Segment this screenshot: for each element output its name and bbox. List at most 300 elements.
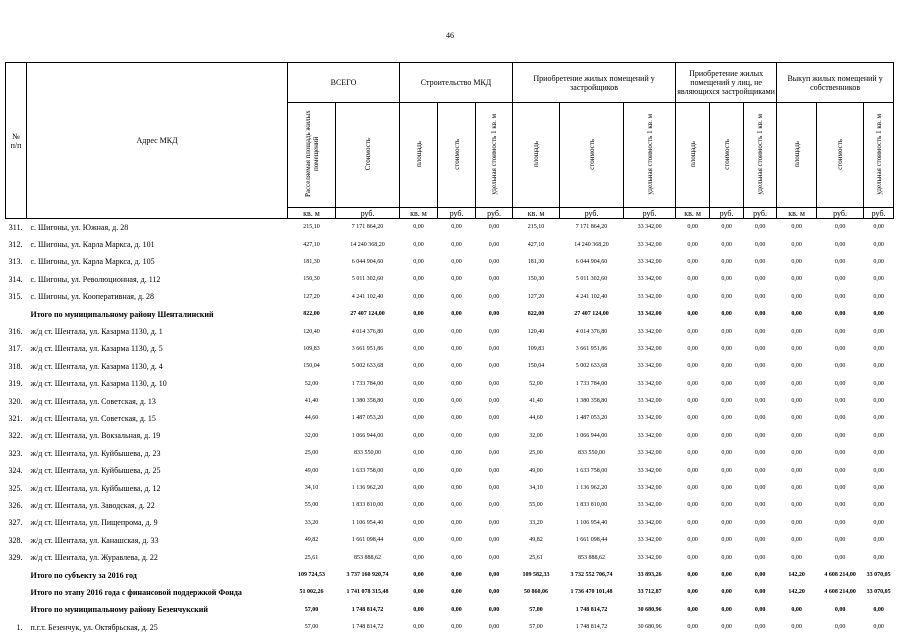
value-cell: 0,00 [873,311,884,318]
value-cell: 0,00 [791,224,802,231]
value-cell: 57,00 [529,606,543,613]
value-cell: 0,00 [754,224,766,231]
value-cell: 33 342,00 [637,554,662,561]
value-cell: 0,00 [873,624,884,631]
value-cell: 0,00 [413,276,424,283]
value-cell: 0,00 [413,241,424,248]
value-cell: 0,00 [451,258,462,265]
value-cell: 0,00 [488,624,500,631]
value-cell: 0,00 [488,572,500,578]
unit-cell: руб. [817,208,864,219]
value-cell: 0,00 [754,328,766,335]
value-cell: 6 044 904,60 [575,258,608,265]
value-cell: 49,00 [304,467,319,474]
value-cell: 3 661 951,86 [575,345,608,352]
value-cell: 1 136 962,20 [351,485,384,492]
value-cell: 0,00 [721,241,732,248]
value-cell: 1 736 470 101,48 [570,589,613,596]
value-cell: 150,04 [527,363,545,370]
address-cell: с. Шигоны, ул. Карла Маркса, д. 105 [30,257,155,267]
value-cell: 1 833 810,00 [351,502,384,509]
value-cell: 33 342,00 [637,519,662,526]
value-cell: 0,00 [721,311,732,318]
address-cell: ж/д ст. Шентала, ул. Пищепрома, д. 9 [30,518,158,528]
value-cell: 0,00 [687,293,698,300]
value-cell: 0,00 [754,467,766,474]
value-cell: 0,00 [451,363,462,370]
value-cell: 853 888,62 [354,554,381,561]
value-cell: 0,00 [488,380,500,387]
header-cost: стоимость [710,103,744,208]
value-cell: 1 748 814,72 [351,606,384,613]
header-group-total: ВСЕГО [288,63,400,103]
table-body [6,219,894,636]
value-cell: 33 712,87 [637,589,662,596]
value-cell: 33 342,00 [637,398,662,405]
value-cell: 120,40 [303,328,320,335]
value-cell: 0,00 [413,345,424,352]
value-cell: 0,00 [791,363,802,370]
value-cell: 33 342,00 [637,328,662,335]
value-cell: 120,40 [527,328,545,335]
value-cell: 0,00 [754,624,766,631]
row-number: 311. [8,222,23,232]
unit-cell: руб. [438,208,476,219]
value-cell: 0,00 [873,606,884,613]
value-cell: 1 066 944,00 [575,432,608,439]
value-cell: 0,00 [721,519,732,526]
row-number [6,584,27,601]
value-cell: 0,00 [721,572,732,578]
unit-cell: руб. [710,208,744,219]
value-cell: 25,61 [304,554,319,561]
value-cell: 0,00 [488,432,500,439]
value-cell: 0,00 [413,380,424,387]
row-number: 326. [8,500,23,510]
value-cell: 52,00 [529,380,543,387]
value-cell: 0,00 [873,293,884,300]
value-cell: 0,00 [873,380,884,387]
value-cell: 1 633 758,00 [351,467,384,474]
value-cell: 0,00 [834,258,846,265]
value-cell: 30 680,96 [637,624,662,631]
value-cell: 0,00 [413,293,424,300]
value-cell: 0,00 [687,380,698,387]
value-cell: 0,00 [834,345,846,352]
value-cell: 0,00 [873,398,884,405]
value-cell: 0,00 [834,311,846,318]
address-cell: ж/д ст. Шентала, ул. Казарма 1130, д. 10 [30,379,167,389]
value-cell: 57,00 [304,624,319,631]
value-cell: 3 732 552 706,74 [570,572,613,578]
value-cell: 0,00 [754,572,766,578]
value-cell: 0,00 [488,363,500,370]
value-cell: 5 011 302,60 [575,276,608,283]
value-cell: 0,00 [488,606,500,613]
value-cell: 0,00 [754,276,766,283]
value-cell: 142,20 [788,572,805,578]
value-cell: 0,00 [451,293,462,300]
value-cell: 833 550,00 [354,450,381,457]
row-number: 323. [8,448,23,458]
unit-cell: кв. м [777,208,817,219]
row-number: 322. [8,431,23,441]
header-unit-cost: удельная стоимость 1 кв. м [624,103,676,208]
table-row [6,323,894,340]
value-cell: 33 342,00 [637,224,662,231]
value-cell: 0,00 [451,328,462,335]
row-number: 318. [8,361,23,371]
value-cell: 0,00 [873,467,884,474]
value-cell: 0,00 [687,624,698,631]
value-cell: 0,00 [687,345,698,352]
row-number: 321. [8,413,23,423]
value-cell: 0,00 [754,241,766,248]
value-cell: 0,00 [791,624,802,631]
value-cell: 0,00 [873,363,884,370]
value-cell: 0,00 [834,519,846,526]
row-number [6,566,27,583]
unit-cell: кв. м [676,208,710,219]
value-cell: 0,00 [721,224,732,231]
header-group-purchase-nondev: Приобретение жилых помещений у лиц, не являющихся застройщиками [676,63,777,103]
header-cost: Стоимость [336,103,400,208]
value-cell: 0,00 [791,485,802,492]
value-cell: 1 487 053,20 [351,415,384,422]
value-cell: 0,00 [488,450,500,457]
address-cell: ж/д ст. Шентала, ул. Казарма 1130, д. 4 [30,361,163,371]
value-cell: 0,00 [451,502,462,509]
address-cell: ж/д ст. Шентала, ул. Заводская, д. 22 [30,500,155,510]
value-cell: 25,00 [529,450,543,457]
value-cell: 1 633 758,00 [575,467,608,474]
table-row [6,462,894,479]
value-cell: 0,00 [488,554,500,561]
row-number: 328. [8,535,23,545]
value-cell: 33 342,00 [637,311,662,318]
value-cell: 55,00 [304,502,319,509]
value-cell: 0,00 [721,328,732,335]
value-cell: 109,83 [303,345,320,352]
address-cell: ж/д ст. Шентала, ул. Журавлева, д. 22 [30,553,158,563]
value-cell: 44,60 [529,415,543,422]
row-number: 315. [8,292,23,302]
value-cell: 33 342,00 [637,502,662,509]
header-area: площадь [513,103,560,208]
value-cell: 4 608 214,00 [824,589,856,596]
value-cell: 0,00 [791,258,802,265]
value-cell: 0,00 [413,519,424,526]
value-cell: 109 582,33 [522,572,550,578]
value-cell: 0,00 [687,432,698,439]
value-cell: 0,00 [754,345,766,352]
value-cell: 0,00 [687,485,698,492]
value-cell: 0,00 [791,293,802,300]
header-group-purchase-dev: Приобретение жилых помещений у застройщиков [513,63,676,103]
value-cell: 0,00 [413,537,424,544]
value-cell: 34,10 [304,485,319,492]
address-cell: ж/д ст. Шентала, ул. Куйбышева, д. 23 [30,448,161,458]
value-cell: 1 661 098,44 [351,537,384,544]
value-cell: 0,00 [754,554,766,561]
value-cell: 0,00 [488,258,500,265]
value-cell: 0,00 [721,485,732,492]
value-cell: 0,00 [754,258,766,265]
value-cell: 0,00 [687,276,698,283]
table-row [6,514,894,531]
value-cell: 0,00 [488,589,500,596]
total-label: Итого по муниципальному району Безенчукский [30,605,208,615]
table-row [6,358,894,375]
value-cell: 14 240 368,20 [350,241,385,248]
value-cell: 33 342,00 [637,380,662,387]
table-row [6,219,894,236]
value-cell: 0,00 [873,276,884,283]
row-number: 324. [8,466,23,476]
header-cost: стоимость [817,103,864,208]
value-cell: 3 661 951,86 [351,345,384,352]
row-number [6,601,27,618]
header-area: площадь [676,103,710,208]
value-cell: 33 070,05 [866,572,891,578]
header-address: Адрес МКД [27,63,288,219]
value-cell: 109 724,53 [298,572,325,578]
header-area-resettled: Расселяемая площадь жилых помещений [288,103,336,208]
value-cell: 0,00 [413,415,424,422]
value-cell: 30 680,96 [637,606,662,613]
address-cell: с. Шигоны, ул. Кооперативная, д. 28 [30,292,155,302]
value-cell: 0,00 [687,311,698,318]
value-cell: 0,00 [451,415,462,422]
value-cell: 427,10 [527,241,545,248]
value-cell: 33 342,00 [637,241,662,248]
value-cell: 51 002,26 [299,589,324,596]
table-row [6,479,894,496]
value-cell: 0,00 [413,589,424,596]
value-cell: 33 342,00 [637,467,662,474]
value-cell: 0,00 [754,537,766,544]
table-row [6,288,894,305]
row-number: 320. [8,396,23,406]
value-cell: 0,00 [451,606,462,613]
value-cell: 0,00 [413,502,424,509]
header-area: площадь [777,103,817,208]
address-cell: ж/д ст. Шентала, ул. Казарма 1130, д. 1 [30,327,163,337]
table-row [6,427,894,444]
value-cell: 0,00 [451,276,462,283]
value-cell: 0,00 [721,258,732,265]
value-cell: 0,00 [687,537,698,544]
table-row [6,445,894,462]
table-row [6,375,894,392]
value-cell: 1 380 358,80 [575,398,608,405]
value-cell: 0,00 [754,502,766,509]
total-row [6,584,894,601]
unit-cell: кв. м [400,208,438,219]
value-cell: 4 014 376,80 [351,328,384,335]
value-cell: 1 106 954,40 [351,519,384,526]
address-cell: ж/д ст. Шентала, ул. Канашская, д. 33 [30,535,159,545]
address-cell: ж/д ст. Шентала, ул. Вокзальная, д. 19 [30,431,161,441]
value-cell: 0,00 [791,450,802,457]
value-cell: 33,20 [529,519,543,526]
value-cell: 822,00 [303,311,320,318]
value-cell: 49,82 [529,537,543,544]
address-cell: ж/д ст. Шентала, ул. Куйбышева, д. 25 [30,466,161,476]
value-cell: 0,00 [834,276,846,283]
value-cell: 0,00 [413,572,424,578]
value-cell: 0,00 [451,572,462,578]
value-cell: 0,00 [721,415,732,422]
value-cell: 0,00 [687,519,698,526]
value-cell: 0,00 [873,258,884,265]
row-number: 327. [8,518,23,528]
value-cell: 0,00 [834,606,846,613]
value-cell: 0,00 [791,432,802,439]
value-cell: 5 011 302,60 [351,276,384,283]
value-cell: 1 066 944,00 [351,432,384,439]
value-cell: 0,00 [834,380,846,387]
value-cell: 33 342,00 [637,258,662,265]
value-cell: 0,00 [451,519,462,526]
value-cell: 0,00 [791,380,802,387]
value-cell: 1 748 814,72 [351,624,384,631]
value-cell: 7 171 864,20 [351,224,384,231]
value-cell: 0,00 [687,554,698,561]
value-cell: 0,00 [754,589,766,596]
value-cell: 0,00 [754,363,766,370]
value-cell: 0,00 [754,293,766,300]
value-cell: 0,00 [488,398,500,405]
unit-cell: руб. [744,208,777,219]
total-row [6,601,894,618]
value-cell: 0,00 [791,241,802,248]
value-cell: 0,00 [721,432,732,439]
value-cell: 0,00 [451,554,462,561]
value-cell: 0,00 [687,224,698,231]
value-cell: 33 342,00 [637,345,662,352]
value-cell: 0,00 [488,328,500,335]
value-cell: 0,00 [754,432,766,439]
value-cell: 32,00 [304,432,319,439]
unit-cell: руб. [476,208,513,219]
value-cell: 27 407 124,00 [574,311,609,318]
table-row [6,410,894,427]
value-cell: 0,00 [791,311,802,318]
value-cell: 0,00 [413,554,424,561]
address-cell: ж/д ст. Шентала, ул. Казарма 1130, д. 5 [30,344,163,354]
value-cell: 853 888,62 [578,554,606,561]
table-row [6,271,894,288]
value-cell: 0,00 [873,502,884,509]
value-cell: 0,00 [791,415,802,422]
value-cell: 0,00 [754,415,766,422]
row-number: 312. [8,240,23,250]
value-cell: 0,00 [451,589,462,596]
value-cell: 0,00 [413,311,424,318]
value-cell: 1 136 962,20 [575,485,608,492]
value-cell: 0,00 [413,224,424,231]
value-cell: 1 106 954,40 [575,519,608,526]
value-cell: 0,00 [721,276,732,283]
value-cell: 1 833 810,00 [575,502,608,509]
unit-cell: руб. [560,208,624,219]
value-cell: 0,00 [873,485,884,492]
value-cell: 0,00 [488,241,500,248]
value-cell: 150,30 [303,276,320,283]
row-number: 1. [16,622,23,632]
value-cell: 1 733 784,00 [575,380,608,387]
value-cell: 50 860,06 [524,589,549,596]
row-number: 313. [8,257,23,267]
value-cell: 150,04 [303,363,320,370]
unit-cell: руб. [624,208,676,219]
value-cell: 0,00 [687,450,698,457]
value-cell: 0,00 [834,241,846,248]
value-cell: 0,00 [791,276,802,283]
value-cell: 0,00 [687,606,698,613]
value-cell: 0,00 [413,450,424,457]
address-cell: ж/д ст. Шентала, ул. Советская, д. 15 [30,413,156,423]
value-cell: 5 002 633,68 [351,363,384,370]
value-cell: 41,40 [304,398,319,405]
unit-cell: кв. м [513,208,560,219]
value-cell: 0,00 [488,345,500,352]
header-unit-cost: удельная стоимость 1 кв. м [744,103,777,208]
value-cell: 0,00 [413,606,424,613]
value-cell: 33 342,00 [637,537,662,544]
value-cell: 0,00 [791,345,802,352]
row-number: 319. [8,379,23,389]
value-cell: 0,00 [834,502,846,509]
total-label: Итого по субъекту за 2016 год [30,570,137,580]
value-cell: 49,82 [304,537,319,544]
value-cell: 0,00 [791,502,802,509]
value-cell: 0,00 [451,537,462,544]
header-area: площадь [400,103,438,208]
address-cell: ж/д ст. Шентала, ул. Куйбышева, д. 12 [30,483,161,493]
row-number: 317. [8,344,23,354]
value-cell: 32,00 [529,432,543,439]
value-cell: 1 733 784,00 [351,380,384,387]
value-cell: 0,00 [451,345,462,352]
value-cell: 0,00 [873,224,884,231]
header-num: № п/п [6,63,27,219]
value-cell: 0,00 [451,624,462,631]
value-cell: 0,00 [721,589,732,596]
value-cell: 0,00 [754,450,766,457]
value-cell: 0,00 [754,380,766,387]
value-cell: 0,00 [721,554,732,561]
value-cell: 14 240 368,20 [574,241,609,248]
value-cell: 0,00 [488,415,500,422]
value-cell: 0,00 [488,311,500,318]
value-cell: 41,40 [529,398,543,405]
row-number [6,305,27,322]
value-cell: 0,00 [834,450,846,457]
value-cell: 215,10 [527,224,545,231]
value-cell: 0,00 [451,311,462,318]
value-cell: 5 002 633,68 [575,363,608,370]
value-cell: 0,00 [413,432,424,439]
value-cell: 142,20 [788,589,805,596]
value-cell: 25,61 [529,554,543,561]
value-cell: 33 342,00 [637,415,662,422]
header-cost: стоимость [560,103,624,208]
value-cell: 0,00 [413,398,424,405]
value-cell: 0,00 [687,589,698,596]
value-cell: 0,00 [873,328,884,335]
